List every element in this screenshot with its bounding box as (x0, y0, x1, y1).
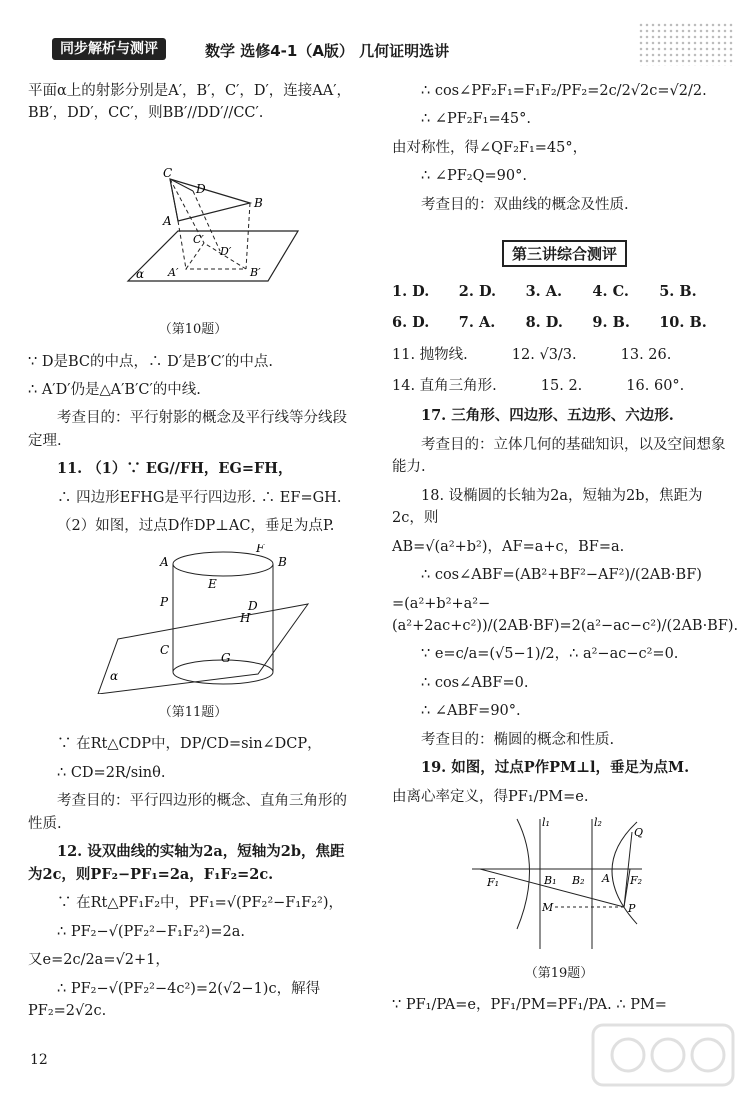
text-line: 考查目的：双曲线的概念及性质. (421, 196, 629, 213)
text-line: ∴ cos∠ABF=0. (421, 674, 529, 691)
text-line: 18. 设椭圆的长轴为2a，短轴为2b，焦距为2c，则 (392, 487, 703, 527)
text-line: ∵ 在Rt△PF₁F₂中，PF₁=√(PF₂²−F₁F₂²)， (57, 895, 343, 912)
svg-text:M: M (542, 901, 554, 915)
answer-item: 7. A. (458, 313, 496, 331)
text-line: ∴ 四边形EFHG是平行四边形. ∴ EF=GH. (57, 489, 342, 506)
svg-text:B: B (278, 554, 287, 569)
answer-item: 12. √3/3. (511, 347, 577, 364)
svg-text:H: H (240, 610, 251, 625)
text-line: 考查目的：平行四边形的概念、直角三角形的性质. (28, 793, 347, 832)
figure-caption: （第11题） (158, 705, 228, 721)
figure-11 (28, 544, 358, 694)
text-line: ∴ cos∠PF₂F₁=F₁F₂/PF₂=2c/2√2c=√2/2. (421, 83, 707, 99)
text-line: ∵ D是BC的中点，∴ D′是B′C′的中点. (28, 353, 273, 370)
text-line: =(a²+b²+a²−(a²+2ac+c²))/(2AB·BF)=2(a²−ac−c²)/(2AB·BF). (392, 595, 739, 634)
text-line: 由对称性，得∠QF₂F₁=45°， (392, 139, 588, 156)
svg-text:B′: B′ (250, 265, 261, 279)
svg-text:B₂: B₂ (572, 874, 585, 888)
svg-text:P: P (160, 594, 169, 609)
text-line: （2）如图，过点D作DP⊥AC，垂足为点P. (57, 518, 335, 535)
svg-text:A: A (160, 554, 169, 569)
answer-item: 15. 2. (540, 377, 583, 394)
text-line: ∴ A′D′仍是△A′B′C′的中线. (28, 382, 201, 399)
figure-caption: （第10题） (158, 322, 228, 338)
text-line: 平面α上的射影分别是A′，B′，C′，D′，连接AA′，BB′，DD′，CC′，则BB′//DD′//CC′. (28, 83, 352, 122)
text-line: AB=√(a²+b²)，AF=a+c，BF=a. (392, 538, 625, 555)
text-line: 由离心率定义，得PF₁/PM=e. (392, 788, 589, 805)
svg-text:B₁: B₁ (544, 874, 557, 888)
answer-item: 13. 26. (620, 347, 672, 364)
text-line: ∴ CD=2R/sinθ. (57, 764, 166, 781)
watermark-logo (588, 1020, 738, 1090)
text-line: 考查目的：平行射影的概念及平行线等分线段定理. (28, 410, 347, 449)
svg-text:l₂: l₂ (594, 816, 602, 830)
text-line: ∴ ∠PF₂Q=90°. (421, 168, 527, 185)
text-line: ∵ e=c/a=(√5−1)/2，∴ a²−ac−c²=0. (421, 646, 679, 663)
svg-text:C: C (160, 642, 170, 657)
answer-item: 11. 抛物线. (392, 347, 468, 364)
svg-text:C: C (163, 165, 173, 180)
svg-text:P: P (628, 902, 636, 916)
svg-text:G: G (221, 650, 231, 665)
svg-text:A′: A′ (168, 265, 179, 279)
svg-text:B: B (254, 195, 263, 210)
text-line: 考查目的：椭圆的概念和性质. (421, 731, 615, 748)
answer-item: 10. B. (659, 313, 707, 331)
svg-text:D: D (248, 598, 258, 613)
text-line: ∴ PF₂−√(PF₂²−4c²)=2(√2−1)c，解得PF₂=2√2c. (28, 980, 321, 1020)
answer-item: 1. D. (392, 283, 430, 301)
text-line: ∴ PF₂−√(PF₂²−F₁F₂²)=2a. (57, 923, 245, 940)
text-line: 考查目的：立体几何的基础知识，以及空间想象能力. (392, 436, 726, 476)
book-banner: 同步解析与测评 (52, 38, 166, 60)
answer-item: 14. 直角三角形. (392, 377, 497, 394)
text-line: 19. 如图，过点P作PM⊥l，垂足为点M. (421, 759, 690, 777)
page-number: 12 (30, 1052, 48, 1068)
text-line: 又e=2c/2a=√2+1， (28, 952, 170, 969)
answer-item: 9. B. (592, 313, 630, 331)
choice-answers (392, 281, 726, 334)
figure-10 (28, 131, 358, 311)
decorative-dots (638, 22, 734, 66)
text-line: ∵ 在Rt△CDP中，DP/CD=sin∠DCP， (57, 736, 322, 753)
svg-text:A: A (163, 213, 172, 228)
svg-text:α: α (110, 668, 119, 683)
text-line: ∴ cos∠ABF=(AB²+BF²−AF²)/(2AB·BF) (421, 567, 702, 584)
svg-text:D: D (196, 181, 206, 196)
subject-title: 数学 选修4-1（A版） 几何证明选讲 (205, 42, 450, 60)
svg-text:D′: D′ (220, 244, 232, 258)
fill-answers-row (392, 375, 726, 397)
svg-text:C′: C′ (193, 232, 204, 246)
figure-caption: （第19题） (524, 965, 594, 981)
answer-item: 8. D. (525, 313, 563, 331)
left-column (28, 80, 358, 1029)
svg-text:Q: Q (634, 826, 644, 840)
svg-text:α: α (136, 266, 145, 281)
answer-item: 6. D. (392, 313, 430, 331)
answer-item: 5. B. (659, 283, 697, 301)
text-line: 12. 设双曲线的实轴为2a，短轴为2b，焦距为2c，则PF₂−PF₁=2a，F₁F₂=2c. (28, 843, 345, 883)
figure-19 (392, 814, 726, 954)
section-title: 第三讲综合测评 (502, 240, 627, 267)
text-line: 11. （1）∵ EG//FH，EG=FH， (57, 460, 293, 478)
answer-item: 16. 60°. (626, 377, 685, 394)
text-line: 17. 三角形、四边形、五边形、六边形. (421, 407, 674, 425)
answer-item: 3. A. (525, 283, 563, 301)
svg-text:A: A (602, 872, 610, 886)
svg-text:l₁: l₁ (542, 816, 550, 830)
svg-text:F: F (256, 543, 265, 555)
page-header (0, 0, 750, 70)
fill-answers-row (392, 344, 726, 366)
text-line: ∵ PF₁/PA=e，PF₁/PM=PF₁/PA. ∴ PM= (392, 996, 667, 1013)
answer-item: 4. C. (592, 283, 629, 301)
svg-text:F₁: F₁ (487, 876, 500, 890)
text-line: ∴ ∠ABF=90°. (421, 703, 521, 720)
svg-text:E: E (208, 576, 217, 591)
svg-text:F₂: F₂ (630, 874, 643, 888)
right-column (392, 80, 739, 1022)
text-line: ∴ ∠PF₂F₁=45°. (421, 111, 531, 128)
answer-item: 2. D. (458, 283, 497, 301)
